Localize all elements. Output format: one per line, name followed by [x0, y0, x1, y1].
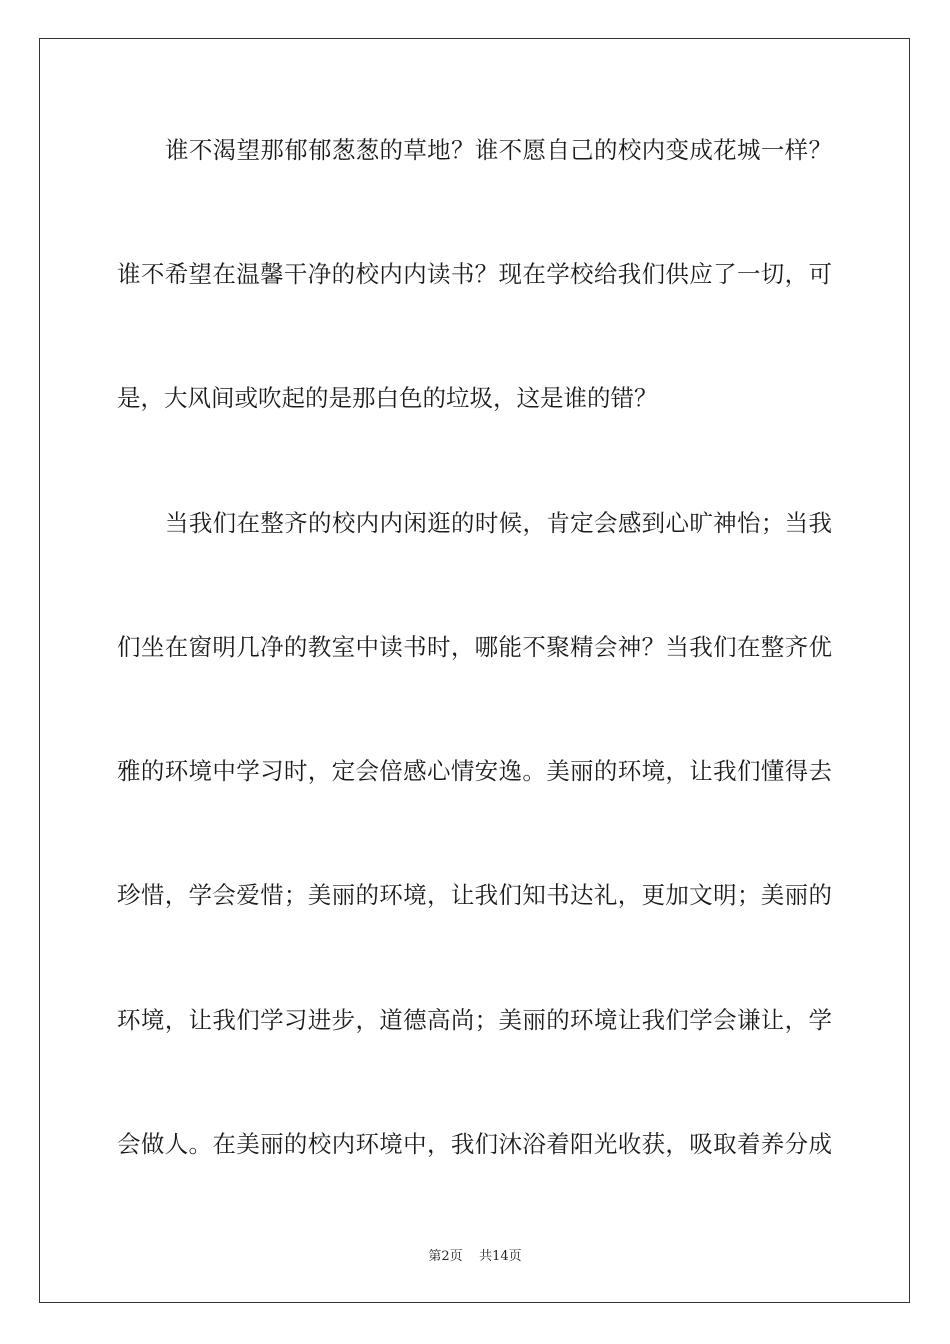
paragraph-line: 谁不希望在温馨干净的校内内读书？现在学校给我们供应了一切，可	[117, 260, 832, 288]
paragraph-line: 环境，让我们学习进步，道德高尚；美丽的环境让我们学会谦让，学	[117, 1006, 832, 1034]
paragraph-line: 珍惜，学会爱惜；美丽的环境，让我们知书达礼，更加文明；美丽的	[117, 881, 832, 909]
paragraph-line: 当我们在整齐的校内内闲逛的时候，肯定会感到心旷神怡；当我	[165, 509, 832, 537]
paragraph-line: 们坐在窗明几净的教室中读书时，哪能不聚精会神？当我们在整齐优	[117, 633, 832, 661]
paragraph-line: 会做人。在美丽的校内环境中，我们沐浴着阳光收获，吸取着养分成	[117, 1130, 832, 1158]
paragraph-line: 雅的环境中学习时，定会倍感心情安逸。美丽的环境，让我们懂得去	[117, 757, 832, 785]
page-footer	[0, 1248, 950, 1266]
paragraph-line: 谁不渴望那郁郁葱葱的草地？谁不愿自己的校内变成花城一样？	[165, 136, 832, 164]
page-number: 第2页	[428, 1249, 463, 1264]
page-border	[39, 38, 910, 1303]
page-total: 共14页	[479, 1249, 522, 1264]
paragraph-line: 是，大风间或吹起的是那白色的垃圾，这是谁的错？	[117, 384, 658, 412]
